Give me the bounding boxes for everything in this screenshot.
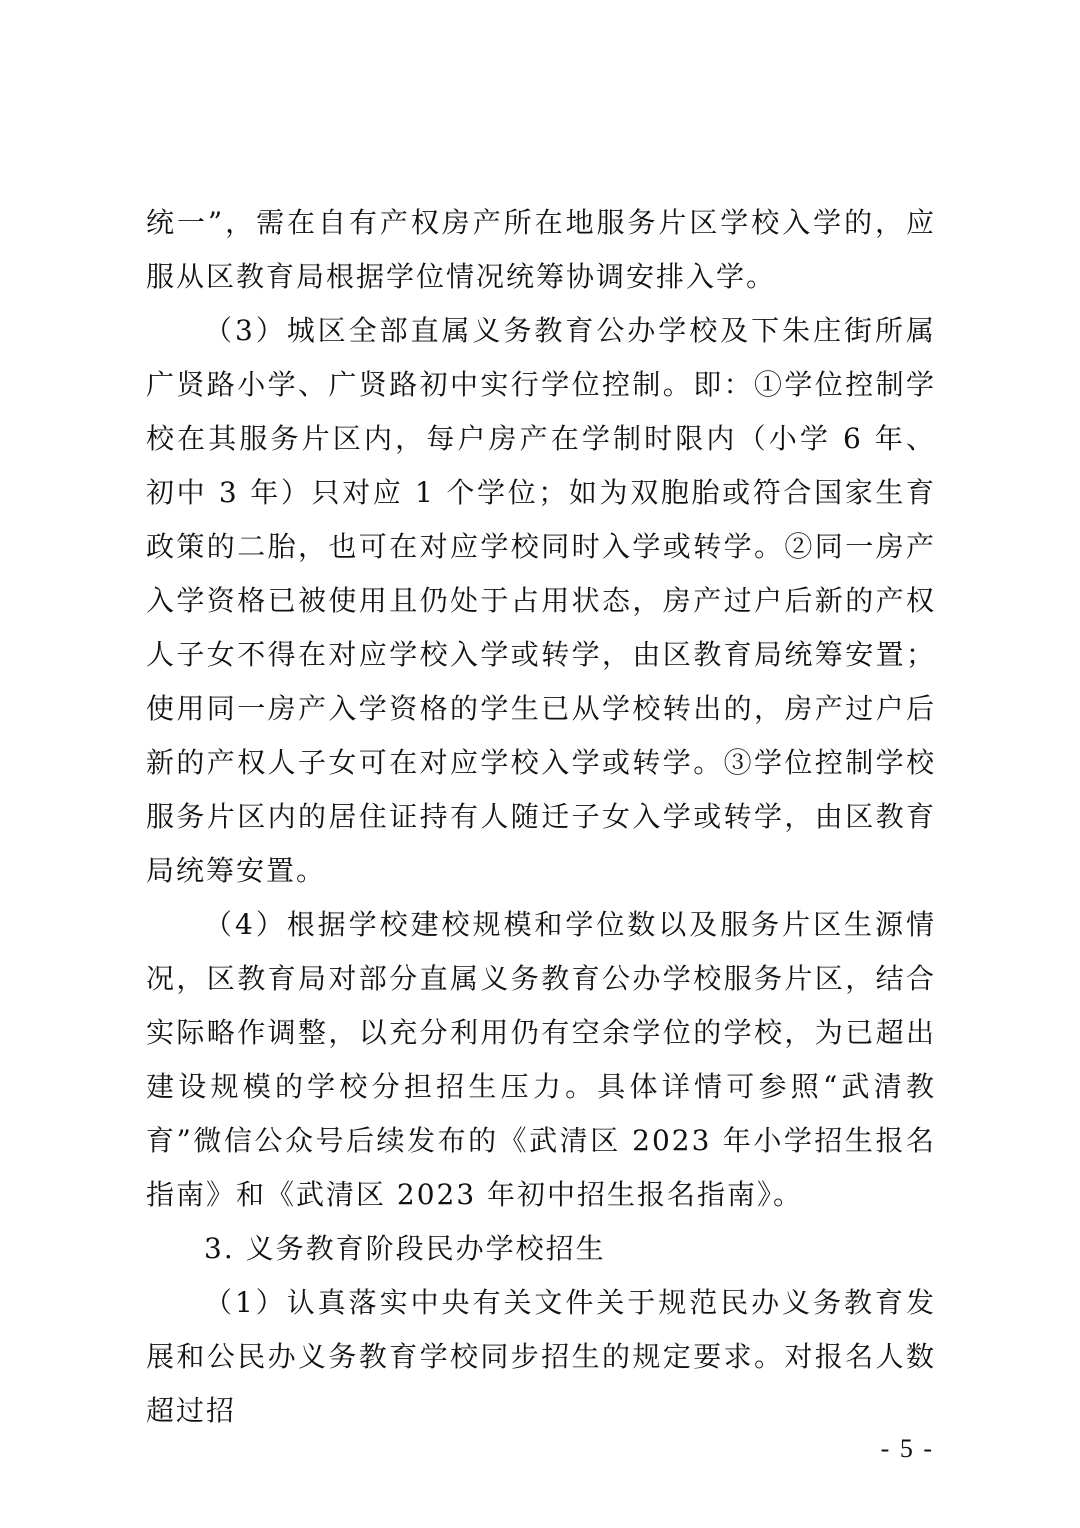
paragraph-continuation: 统一”，需在自有产权房产所在地服务片区学校入学的，应服从区教育局根据学位情况统筹协调安排入学。 bbox=[146, 206, 936, 293]
paragraph-item-4: （4）根据学校建校规模和学位数以及服务片区生源情况，区教育局对部分直属义务教育公办学校服务片区，结合实际略作调整，以充分利用仍有空余学位的学校，为已超出建设规模的学校分担招生压力。具体详情可参照“武清教育”微信公众号后续发布的《武清区 2023 年小学招生报名指南》和《武清区 2023 年初中招生报名指南》。 bbox=[146, 908, 936, 1211]
document-body bbox=[146, 196, 936, 1438]
page-number: - 5 - bbox=[880, 1434, 934, 1463]
paragraph-item-1: （1）认真落实中央有关文件关于规范民办义务教育发展和公民办义务教育学校同步招生的规定要求。对报名人数超过招 bbox=[146, 1286, 936, 1427]
paragraph-item-3: （3）城区全部直属义务教育公办学校及下朱庄街所属广贤路小学、广贤路初中实行学位控制。即：①学位控制学校在其服务片区内，每户房产在学制时限内（小学 6 年、初中 3 年）只对应 1 个学位；如为双胞胎或符合国家生育政策的二胎，也可在对应学校同时入学或转学。②同一房产入学资格已被使用且仍处于占用状态，房产过户后新的产权人子女不得在对应学校入学或转学，由区教育局统筹安置；使用同一房产入学资格的学生已从学校转出的，房产过户后新的产权人子女可在对应学校入学或转学。③学位控制学校服务片区内的居住证持有人随迁子女入学或转学，由区教育局统筹安置。 bbox=[146, 314, 936, 887]
section-heading: 3. 义务教育阶段民办学校招生 bbox=[204, 1232, 606, 1265]
